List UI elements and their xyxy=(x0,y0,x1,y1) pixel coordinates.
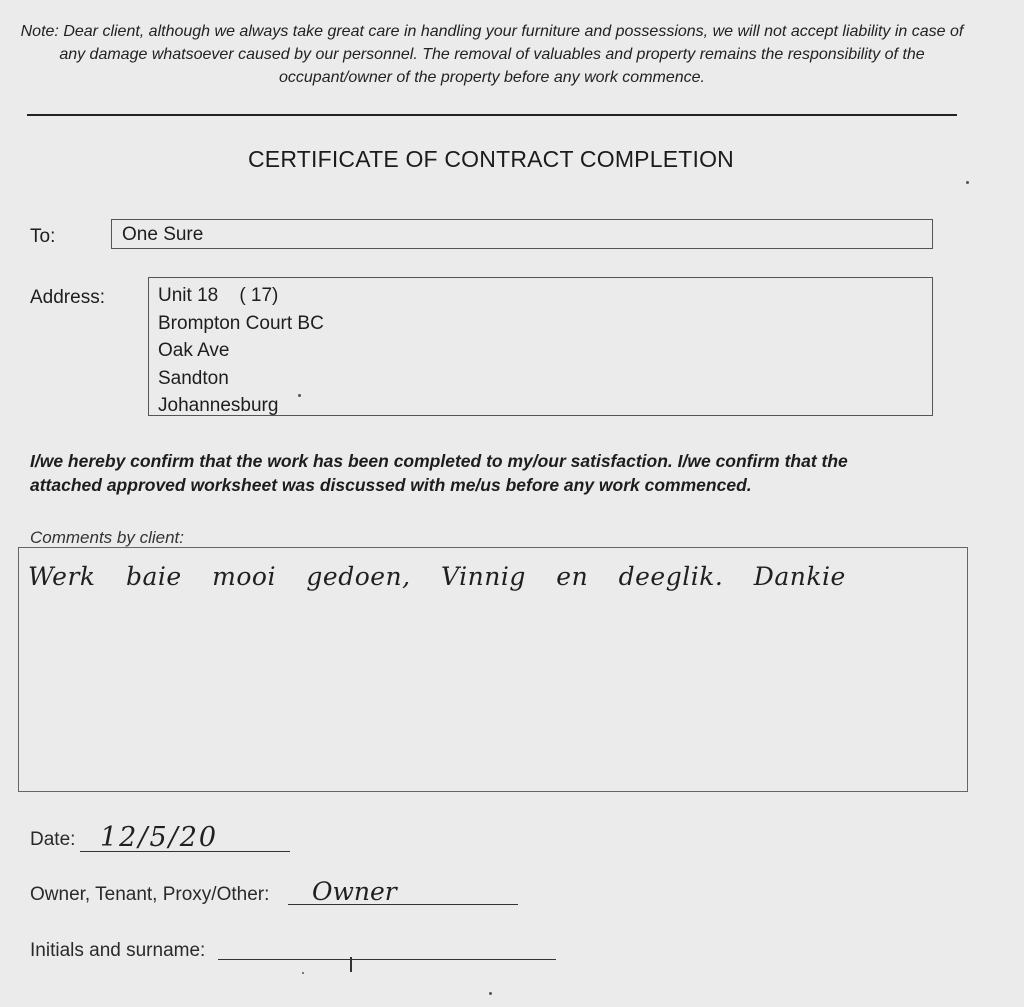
to-value: One Sure xyxy=(122,224,204,245)
comments-label: Comments by client: xyxy=(30,528,184,547)
role-label: Owner, Tenant, Proxy/Other: xyxy=(30,884,270,905)
address-line-4: Sandton xyxy=(158,367,229,389)
confirmation-statement: I/we hereby confirm that the work has been completed to my/our satisfaction. I/we confirm that the attached approved worksheet was discussed with me/us before any work commenced. xyxy=(30,451,848,495)
to-field xyxy=(111,219,933,249)
to-label: To: xyxy=(30,226,56,247)
speck-mark xyxy=(489,992,492,995)
divider xyxy=(27,114,957,116)
date-label: Date: xyxy=(30,829,76,850)
page-title: CERTIFICATE OF CONTRACT COMPLETION xyxy=(248,146,734,172)
speck-mark xyxy=(298,394,301,397)
address-label: Address: xyxy=(30,287,105,308)
role-handwritten: Owner xyxy=(312,877,397,906)
date-handwritten: 12/5/20 xyxy=(100,822,219,853)
handwritten-comment: Werk baie mooi gedoen, Vinnig en deeglik. Dankie xyxy=(28,562,846,591)
pen-mark xyxy=(350,957,352,972)
speck-mark xyxy=(966,181,969,184)
address-line-1: Unit 18 ( 17) xyxy=(158,285,279,306)
initials-underline xyxy=(218,959,556,960)
address-line-3: Oak Ave xyxy=(158,340,230,361)
initials-label: Initials and surname: xyxy=(30,940,206,961)
liability-note: Note: Dear client, although we always take great care in handling your furniture and possessions, we will not accept liability in case of any damage whatsoever caused by our personnel. The removal of valuables and property remains the responsibility of the occupant/owner of the property before any work commence. xyxy=(20,23,964,86)
address-line-2: Brompton Court BC xyxy=(158,312,324,334)
address-field xyxy=(148,277,933,416)
address-line-5: Johannesburg xyxy=(158,395,279,416)
speck-mark xyxy=(302,972,304,974)
